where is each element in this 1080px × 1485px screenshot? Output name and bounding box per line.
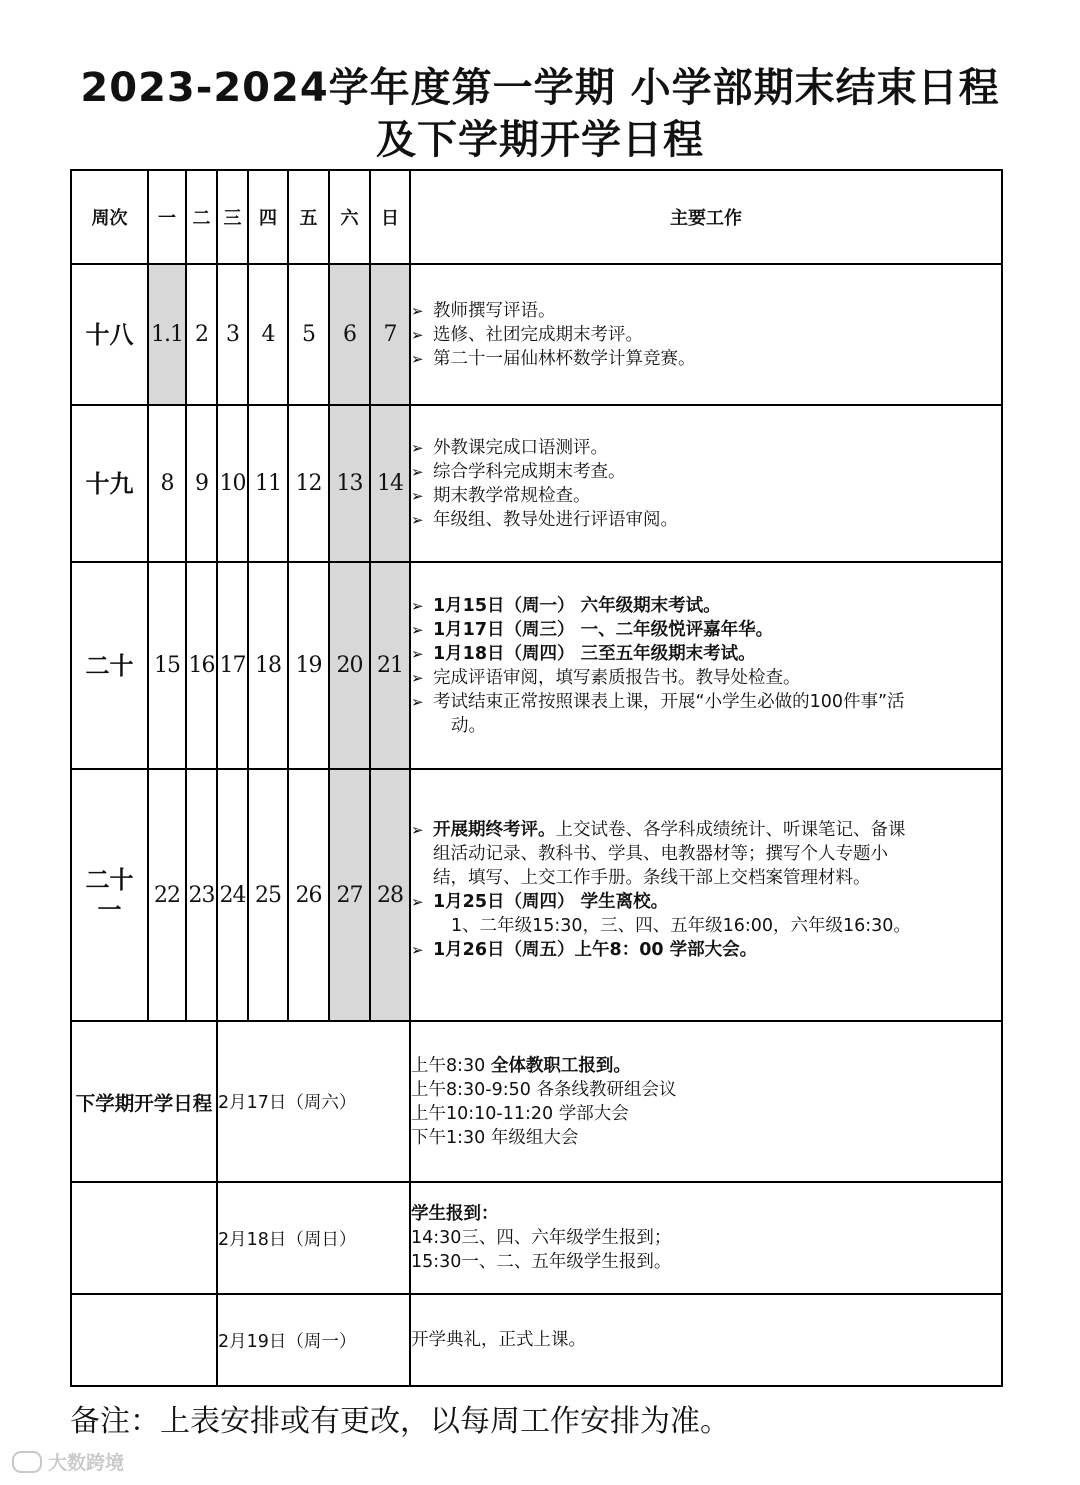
day-cell: 4 <box>248 264 288 405</box>
work-cell <box>410 264 1002 405</box>
page-title-line-2: 及下学期开学日程 <box>376 117 704 163</box>
arrow-bullet-icon: ➢ <box>411 941 424 959</box>
week-label: 十九 <box>71 405 148 562</box>
day-cell: 5 <box>288 264 329 405</box>
work-item-text: 1月17日（周三） 一、二年级悦评嘉年华。 <box>433 619 774 640</box>
work-item <box>411 436 1001 460</box>
day-cell: 10 <box>217 405 248 562</box>
next-term-line: 14:30三、四、六年级学生报到； <box>411 1228 672 1248</box>
footnote: 备注：上表安排或有更改，以每周工作安排为准。 <box>70 1404 730 1439</box>
next-term-work <box>410 1294 1002 1386</box>
next-term-line: 上午8:30-9:50 各条线教研组会议 <box>411 1079 677 1100</box>
header-week: 周次 <box>71 170 148 264</box>
next-term-date: 2月18日（周日） <box>217 1182 410 1294</box>
next-term-line: 上午10:10-11:20 学部大会 <box>411 1103 629 1124</box>
next-term-work <box>410 1182 1002 1294</box>
arrow-bullet-icon: ➢ <box>411 325 424 344</box>
day-cell: 16 <box>186 562 217 769</box>
arrow-bullet-icon: ➢ <box>411 644 424 663</box>
day-cell: 19 <box>288 562 329 769</box>
week-label-line: 一 <box>97 896 122 924</box>
day-cell: 1.1 <box>148 264 186 405</box>
work-cell <box>410 769 1002 1021</box>
work-item-text: 1月26日（周五）上午8：00 学部大会。 <box>433 940 758 960</box>
day-cell: 3 <box>217 264 248 405</box>
day-cell: 7 <box>370 264 410 405</box>
arrow-bullet-icon: ➢ <box>411 462 424 481</box>
work-item-text: 年级组、教导处进行评语审阅。 <box>433 509 678 530</box>
work-item <box>411 347 1001 371</box>
next-term-date: 2月19日（周一） <box>217 1294 410 1386</box>
week-label-line: 二十 <box>85 866 134 894</box>
next-term-line <box>411 1054 1001 1078</box>
header-day-sun: 日 <box>370 170 410 264</box>
next-term-empty-cell <box>71 1182 217 1294</box>
day-cell: 22 <box>148 769 186 1021</box>
next-term-line-text: 上午8:30 <box>411 1055 491 1076</box>
work-item-text: 1月15日（周一） 六年级期末考试。 <box>433 595 721 616</box>
day-cell: 13 <box>329 405 370 562</box>
work-item <box>411 508 1001 532</box>
day-cell: 21 <box>370 562 410 769</box>
work-item <box>411 618 1001 642</box>
day-cell: 28 <box>370 769 410 1021</box>
day-cell: 23 <box>186 769 217 1021</box>
next-term-line-bold: 学生报到： <box>411 1204 499 1224</box>
work-item-text: 考试结束正常按照课表上课，开展“小学生必做的100件事”活 <box>433 691 905 712</box>
arrow-bullet-icon: ➢ <box>411 486 424 505</box>
arrow-bullet-icon: ➢ <box>411 620 424 639</box>
header-day-fri: 五 <box>288 170 329 264</box>
header-day-thu: 四 <box>248 170 288 264</box>
work-item-text: 完成评语审阅，填写素质报告书。教导处检查。 <box>433 667 801 688</box>
work-item-text: 上交试卷、各学科成绩统计、听课笔记、备课 <box>555 820 906 840</box>
week-row <box>71 562 1002 769</box>
day-cell: 24 <box>217 769 248 1021</box>
day-cell: 11 <box>248 405 288 562</box>
day-cell: 6 <box>329 264 370 405</box>
day-cell: 17 <box>217 562 248 769</box>
header-day-wed: 三 <box>217 170 248 264</box>
work-item <box>411 299 1001 323</box>
work-item-text: 1月18日（周四） 三至五年级期末考试。 <box>433 643 756 664</box>
work-item <box>411 484 1001 508</box>
week-row <box>71 405 1002 562</box>
work-item-text: 外教课完成口语测评。 <box>433 437 608 458</box>
work-item-continuation: 1、二年级15:30，三、四、五年级16:00，六年级16:30。 <box>451 916 911 936</box>
day-cell: 25 <box>248 769 288 1021</box>
work-item <box>411 323 1001 347</box>
next-term-row <box>71 1182 1002 1294</box>
arrow-bullet-icon: ➢ <box>411 510 424 529</box>
arrow-bullet-icon: ➢ <box>411 668 424 687</box>
work-cell <box>410 562 1002 769</box>
work-item <box>411 890 1001 914</box>
schedule-table <box>70 169 1003 1387</box>
watermark-logo-icon <box>12 1451 42 1473</box>
next-term-line: 15:30一、二、五年级学生报到。 <box>411 1252 672 1272</box>
day-cell: 20 <box>329 562 370 769</box>
work-item-continuation: 结，填写、上交工作手册。条线干部上交档案管理材料。 <box>433 868 871 888</box>
arrow-bullet-icon: ➢ <box>411 349 424 368</box>
work-item-bold: 开展期终考评。 <box>433 820 556 840</box>
day-cell: 9 <box>186 405 217 562</box>
day-cell: 15 <box>148 562 186 769</box>
day-cell: 12 <box>288 405 329 562</box>
work-item-text: 选修、社团完成期末考评。 <box>433 324 643 345</box>
day-cell: 26 <box>288 769 329 1021</box>
work-item-text: 教师撰写评语。 <box>433 300 556 321</box>
page-title-line-1: 2023-2024学年度第一学期 小学部期末结束日程 <box>80 65 1000 111</box>
header-day-tue: 二 <box>186 170 217 264</box>
arrow-bullet-icon: ➢ <box>411 301 424 320</box>
header-day-sat: 六 <box>329 170 370 264</box>
work-item-continuation: 组活动记录、教科书、学具、电教器材等；撰写个人专题小 <box>433 844 888 864</box>
work-item <box>411 666 1001 690</box>
next-term-date: 2月17日（周六） <box>217 1021 410 1182</box>
work-item-text: 1月25日（周四） 学生离校。 <box>433 892 669 912</box>
day-cell: 2 <box>186 264 217 405</box>
header-work: 主要工作 <box>410 170 1002 264</box>
day-cell: 27 <box>329 769 370 1021</box>
work-item-continuation: 动。 <box>451 715 486 736</box>
next-term-row <box>71 1021 1002 1182</box>
week-label <box>71 769 148 1021</box>
work-item-text: 期末教学常规检查。 <box>433 485 591 506</box>
week-label: 十八 <box>71 264 148 405</box>
next-term-line-bold: 全体教职工报到。 <box>490 1055 631 1076</box>
week-label: 二十 <box>71 562 148 769</box>
work-item <box>411 460 1001 484</box>
work-item <box>411 938 1001 962</box>
work-item <box>411 690 1001 714</box>
arrow-bullet-icon: ➢ <box>411 893 424 911</box>
next-term-work <box>410 1021 1002 1182</box>
week-row <box>71 264 1002 405</box>
next-term-empty-cell <box>71 1294 217 1386</box>
watermark-text: 大数跨境 <box>48 1452 125 1474</box>
work-item <box>411 594 1001 618</box>
arrow-bullet-icon: ➢ <box>411 596 424 615</box>
next-term-line <box>411 1202 1001 1226</box>
day-cell: 8 <box>148 405 186 562</box>
work-item <box>411 642 1001 666</box>
next-term-label: 下学期开学日程 <box>71 1021 217 1182</box>
header-row <box>71 170 1002 264</box>
work-cell <box>410 405 1002 562</box>
next-term-row <box>71 1294 1002 1386</box>
day-cell: 14 <box>370 405 410 562</box>
next-term-line: 下午1:30 年级组大会 <box>411 1127 579 1148</box>
day-cell: 18 <box>248 562 288 769</box>
header-day-mon: 一 <box>148 170 186 264</box>
work-item-text: 第二十一届仙林杯数学计算竞赛。 <box>433 348 696 369</box>
arrow-bullet-icon: ➢ <box>411 692 424 711</box>
work-item <box>411 818 1001 842</box>
week-row <box>71 769 1002 1021</box>
next-term-line: 开学典礼，正式上课。 <box>411 1330 586 1350</box>
watermark <box>12 1448 124 1475</box>
work-item-text: 综合学科完成期末考查。 <box>433 461 626 482</box>
arrow-bullet-icon: ➢ <box>411 821 424 839</box>
arrow-bullet-icon: ➢ <box>411 438 424 457</box>
